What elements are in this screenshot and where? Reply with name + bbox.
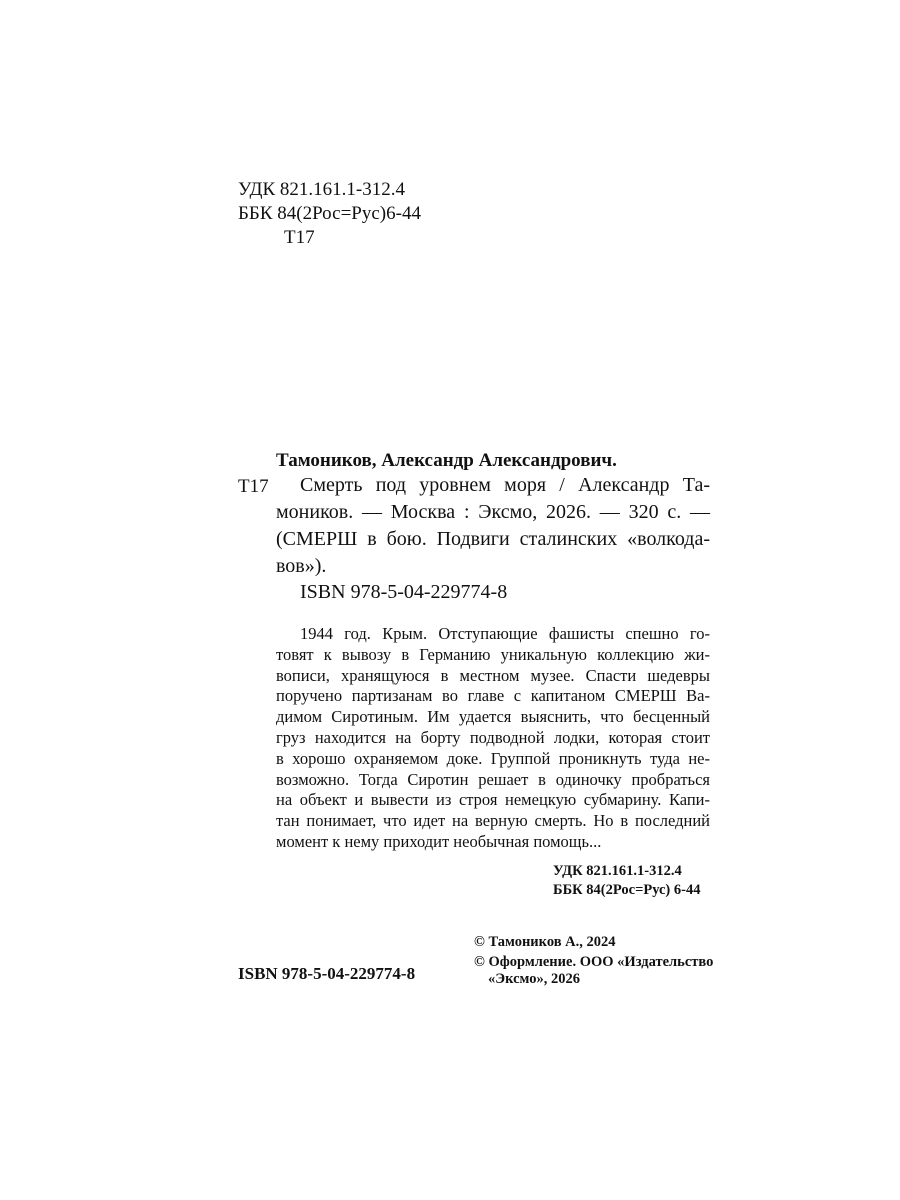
udk-code-bottom: УДК 821.161.1-312.4 [553,863,682,879]
copyright-block [474,934,724,988]
bib-line: моников. — Москва : Эксмо, 2026. — 320 с. — [276,501,710,523]
bbk-code-bottom: ББК 84(2Рос=Рус) 6-44 [553,882,701,898]
copyright-design-cont: «Эксмо», 2026 [488,971,580,987]
udk-code: УДК 821.161.1-312.4 [238,179,405,200]
annotation-line: груз находится на борту подводной лодки, которая стоит [276,727,710,747]
annotation-line: возможно. Тогда Сиротин решает в одиночку пробраться [276,769,710,789]
annotation [276,624,710,853]
classification-codes-top [238,178,421,250]
annotation-line: на объект и вывести из строя немецкую субмарину. Капи- [276,790,710,810]
copyright-author: © Тамоников А., 2024 [474,934,616,950]
author-mark-left: Т17 [238,476,269,497]
annotation-line: в хорошо охраняемом доке. Группой проникнуть туда не- [276,748,710,768]
bbk-code: ББК 84(2Рос=Рус)6-44 [238,203,421,224]
classification-codes-bottom [553,862,700,900]
isbn-main: ISBN 978-5-04-229774-8 [300,581,508,603]
bib-line: Смерть под уровнем моря / Александр Та- [300,474,710,496]
bibliographic-description [276,472,710,580]
annotation-line: момент к нему приходит необычная помощь... [276,831,602,851]
annotation-line: 1944 год. Крым. Отступающие фашисты спешно го- [300,624,710,643]
isbn-bottom: ISBN 978-5-04-229774-8 [238,964,416,983]
author-heading: Тамоников, Александр Александрович. [276,450,617,471]
annotation-line: вописи, хранящуюся в местном музее. Спасти шедевры [276,665,710,685]
annotation-line: товят к вывозу в Германию уникальную коллекцию жи- [276,644,710,664]
annotation-line: димом Сиротиным. Им удается выяснить, что бесценный [276,707,710,727]
author-mark: Т17 [284,227,315,248]
bib-line: вов»). [276,555,327,577]
bib-line: (СМЕРШ в бою. Подвиги сталинских «волкода- [276,528,710,550]
annotation-line: тан понимает, что идет на верную смерть. Но в последний [276,811,710,831]
copyright-design: © Оформление. ООО «Издательство [474,954,714,970]
annotation-line: поручено партизанам во главе с капитаном СМЕРШ Ва- [276,686,710,706]
